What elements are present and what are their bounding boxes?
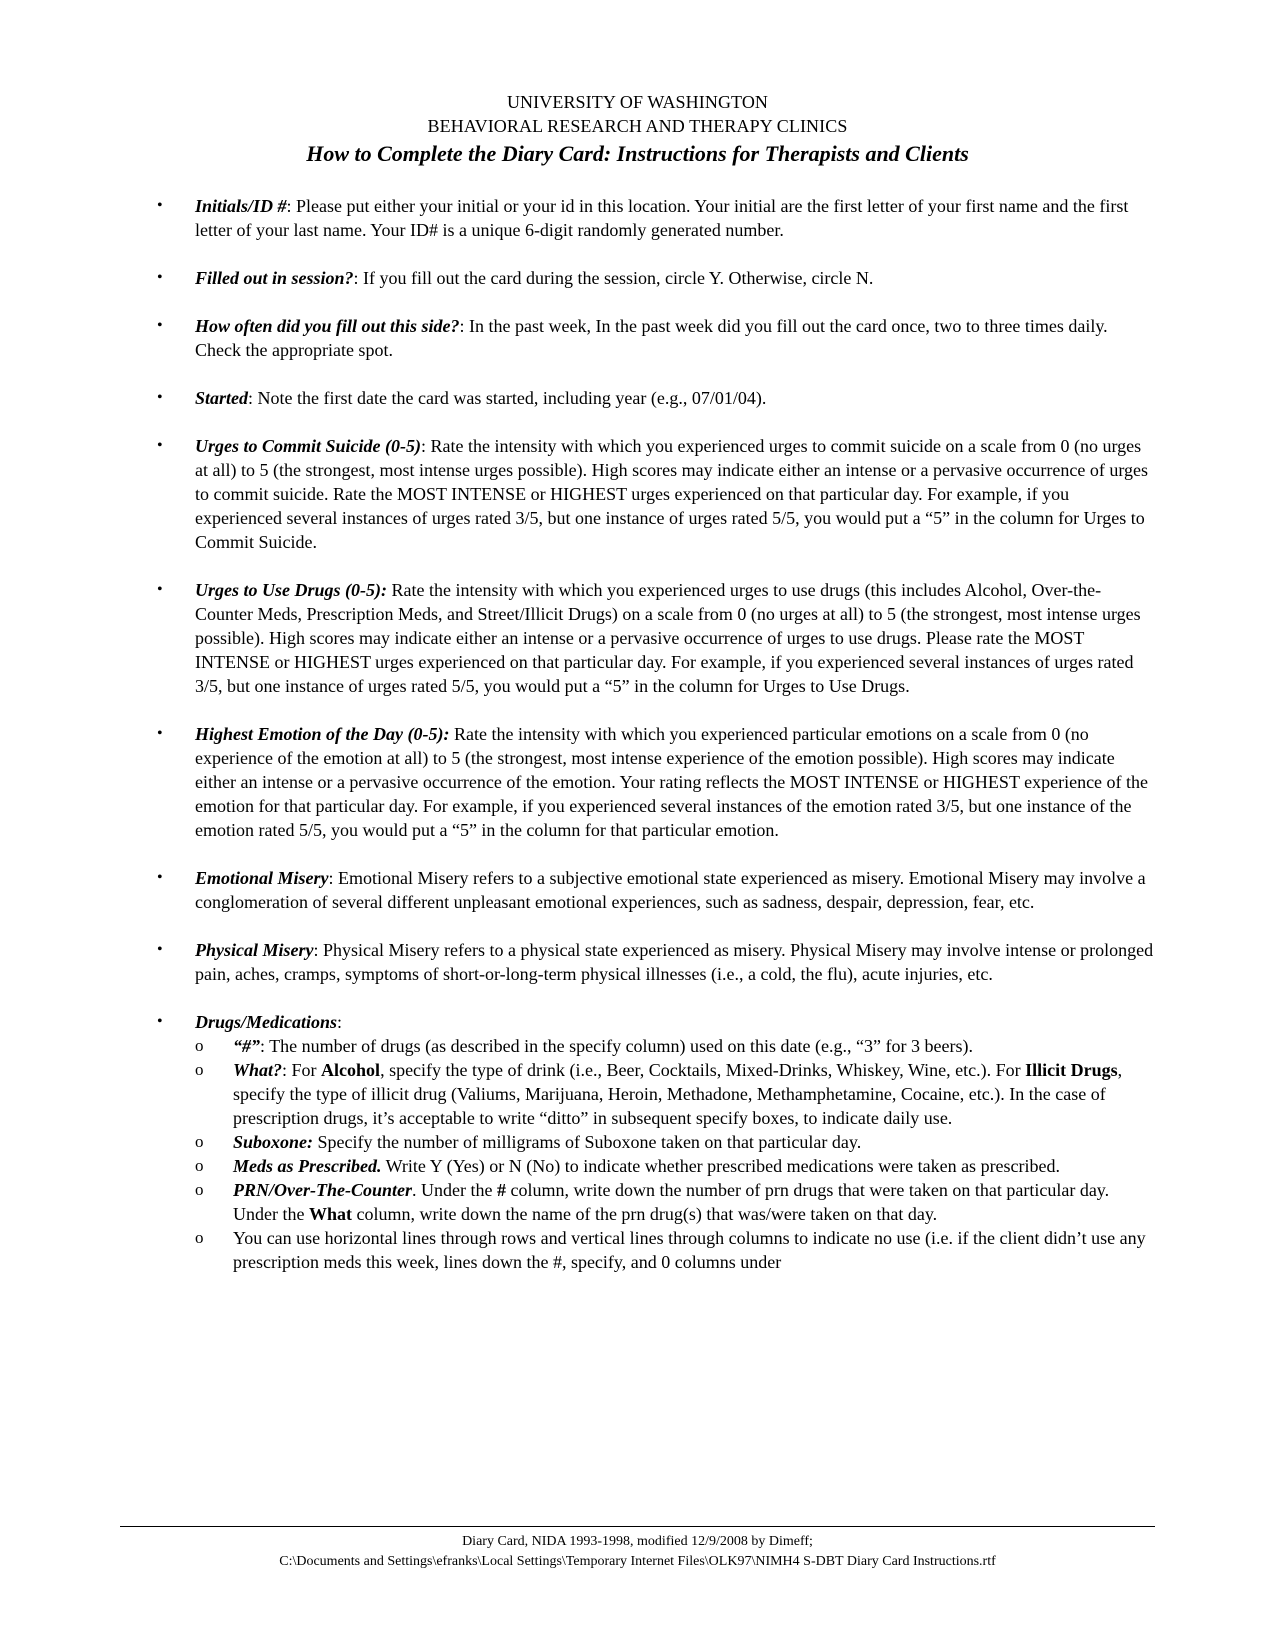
list-item: [157, 314, 1157, 362]
sub-bullet-icon: o: [195, 1156, 204, 1175]
bullet-icon: •: [157, 389, 163, 406]
sub-item-text: column, write down the number of prn drugs that were taken on that particular day. Under the: [233, 1180, 1110, 1224]
item-text: Rate the intensity with which you experienced particular emotions on a scale from 0 (no experience of the emotion at all) to 5 (the strongest, most intense experience of the emotion possible). High scores may indicate either an intense or a pervasive occurrence of the emotion. Your rating reflects the MOST INTENSE or HIGHEST experience of the emotion for that particular day. For example, if you experienced several instances of the emotion rated 3/5, but one instance of the emotion rated 5/5, you would put a “5” in the column for that particular emotion.: [195, 724, 1149, 840]
sub-list-item: [157, 1058, 1157, 1130]
item-text: : If you fill out the card during the session, circle Y. Otherwise, circle N.: [353, 268, 874, 288]
institution-name: UNIVERSITY OF WASHINGTON: [506, 92, 769, 112]
list-item: [157, 866, 1157, 914]
sub-bullet-icon: o: [195, 1228, 204, 1247]
sub-item-text: You can use horizontal lines through rows and vertical lines through columns to indicate no use (i.e. if the client didn’t use any prescription meds this week, lines down the #, specify, and 0 columns under: [233, 1228, 1146, 1272]
list-item: [157, 578, 1157, 698]
item-term: Emotional Misery: [195, 868, 329, 888]
item-text: : Note the first date the card was started, including year (e.g., 07/01/04).: [248, 388, 767, 408]
sub-item-bold: #: [496, 1180, 506, 1200]
sub-item-term: Suboxone:: [233, 1132, 314, 1152]
item-text: : Emotional Misery refers to a subjective emotional state experienced as misery. Emotional Misery may involve a conglomeration of several different unpleasant emotional experiences, such as sadness, despair, depression, fear, etc.: [195, 868, 1146, 912]
department-name: BEHAVIORAL RESEARCH AND THERAPY CLINICS: [427, 116, 848, 136]
sub-list-item: [157, 1226, 1157, 1274]
sub-bullet-icon: o: [195, 1180, 204, 1199]
bullet-icon: •: [157, 941, 163, 958]
list-item: [157, 1010, 1157, 1034]
bullet-icon: •: [157, 725, 163, 742]
sub-item-text: column, write down the name of the prn drug(s) that was/were taken on that day.: [352, 1204, 938, 1224]
document-header: [0, 90, 1275, 169]
footer-file-path: C:\Documents and Settings\efranks\Local Settings\Temporary Internet Files\OLK97\NIMH4 S-DBT Diary Card Instructions.rtf: [279, 1554, 996, 1569]
item-term: Initials/ID #: [195, 196, 287, 216]
bullet-icon: •: [157, 869, 163, 886]
sub-list-item: [157, 1130, 1157, 1154]
item-term: Filled out in session?: [195, 268, 354, 288]
sub-item-bold: What: [308, 1204, 352, 1224]
sub-item-text: . Under the: [412, 1180, 497, 1200]
bullet-icon: •: [157, 581, 163, 598]
bullet-icon: •: [157, 317, 163, 334]
document-title: How to Complete the Diary Card: Instructions for Therapists and Clients: [306, 141, 969, 166]
sub-item-bold: Alcohol: [321, 1060, 381, 1080]
item-term: How often did you fill out this side?: [195, 316, 460, 336]
sub-item-text: Write Y (Yes) or N (No) to indicate whether prescribed medications were taken as prescribed.: [381, 1156, 1061, 1176]
footer-divider: [120, 1526, 1155, 1527]
item-term: Started: [195, 388, 249, 408]
item-text: :: [337, 1012, 343, 1032]
sub-item-term: “#”: [233, 1036, 260, 1056]
sub-item-text: : For: [282, 1060, 322, 1080]
item-term: Drugs/Medications: [195, 1012, 338, 1032]
item-text: : Physical Misery refers to a physical state experienced as misery. Physical Misery may involve intense or prolonged pain, aches, cramps, symptoms of short-or-long-term physical illnesses (i.e., a cold, the flu), acute injuries, etc.: [195, 940, 1154, 984]
sub-bullet-icon: o: [195, 1132, 204, 1151]
sub-list-item: [157, 1178, 1157, 1226]
sub-list-item: [157, 1154, 1157, 1178]
item-term: Urges to Use Drugs (0-5):: [195, 580, 387, 600]
list-item: [157, 194, 1157, 242]
sub-item-term: Meds as Prescribed.: [233, 1156, 382, 1176]
bullet-icon: •: [157, 269, 163, 286]
bullet-icon: •: [157, 437, 163, 454]
item-text: : In the past week, In the past week did you fill out the card once, two to three times daily. Check the appropriate spot.: [195, 316, 1108, 360]
sub-item-text: , specify the type of drink (i.e., Beer, Cocktails, Mixed-Drinks, Whiskey, Wine, etc.). For: [380, 1060, 1026, 1080]
sub-bullet-icon: o: [195, 1060, 204, 1079]
list-item: [157, 266, 1157, 290]
list-item: [157, 722, 1157, 842]
bullet-icon: •: [157, 1013, 163, 1030]
sub-list-item: [157, 1034, 1157, 1058]
sub-item-text: , specify the type of illicit drug (Valiums, Marijuana, Heroin, Methadone, Methamphetamine, Cocaine, etc.). In the case of prescription drugs, it’s acceptable to write “ditto” in subsequent specify boxes, to indicate daily use.: [233, 1060, 1123, 1128]
item-term: Highest Emotion of the Day (0-5):: [195, 724, 450, 744]
sub-item-bold: Illicit Drugs: [1025, 1060, 1118, 1080]
instructions-list: [157, 194, 1157, 1274]
item-term: Physical Misery: [195, 940, 314, 960]
sub-item-term: PRN/Over-The-Counter: [233, 1180, 412, 1200]
sub-bullet-icon: o: [195, 1036, 204, 1055]
list-item: [157, 386, 1157, 410]
footer-citation: Diary Card, NIDA 1993-1998, modified 12/9/2008 by Dimeff;: [462, 1534, 813, 1549]
drugs-sublist: [157, 1034, 1157, 1274]
list-item: [157, 434, 1157, 554]
sub-item-term: What?: [233, 1060, 283, 1080]
bullet-icon: •: [157, 197, 163, 214]
item-text: : Please put either your initial or your id in this location. Your initial are the first letter of your first name and the first letter of your last name. Your ID# is a unique 6-digit randomly generated number.: [195, 196, 1129, 240]
page-footer: [0, 1532, 1275, 1572]
item-term: Urges to Commit Suicide (0-5): [195, 436, 421, 456]
sub-item-text: Specify the number of milligrams of Suboxone taken on that particular day.: [313, 1132, 862, 1152]
list-item: [157, 938, 1157, 986]
item-text: : Rate the intensity with which you experienced urges to commit suicide on a scale from 0 (no urges at all) to 5 (the strongest, most intense urges possible). High scores may indicate either an intense or a pervasive occurrence of urges to commit suicide. Rate the MOST INTENSE or HIGHEST urges experienced on that particular day. For example, if you experienced several instances of urges rated 3/5, but one instance of urges rated 5/5, you would put a “5” in the column for Urges to Commit Suicide.: [195, 436, 1149, 552]
sub-item-text: : The number of drugs (as described in the specify column) used on this date (e.g., “3” for 3 beers).: [260, 1036, 973, 1056]
item-text: Rate the intensity with which you experienced urges to use drugs (this includes Alcohol, Over-the-Counter Meds, Prescription Meds, and Street/Illicit Drugs) on a scale from 0 (no urges at all) to 5 (the strongest, most intense urges possible). High scores may indicate either an intense or a pervasive occurrence of urges to use drugs. Please rate the MOST INTENSE or HIGHEST urges experienced on that particular day. For example, if you experienced several instances of urges rated 3/5, but one instance of urges rated 5/5, you would put a “5” in the column for Urges to Use Drugs.: [195, 580, 1141, 696]
